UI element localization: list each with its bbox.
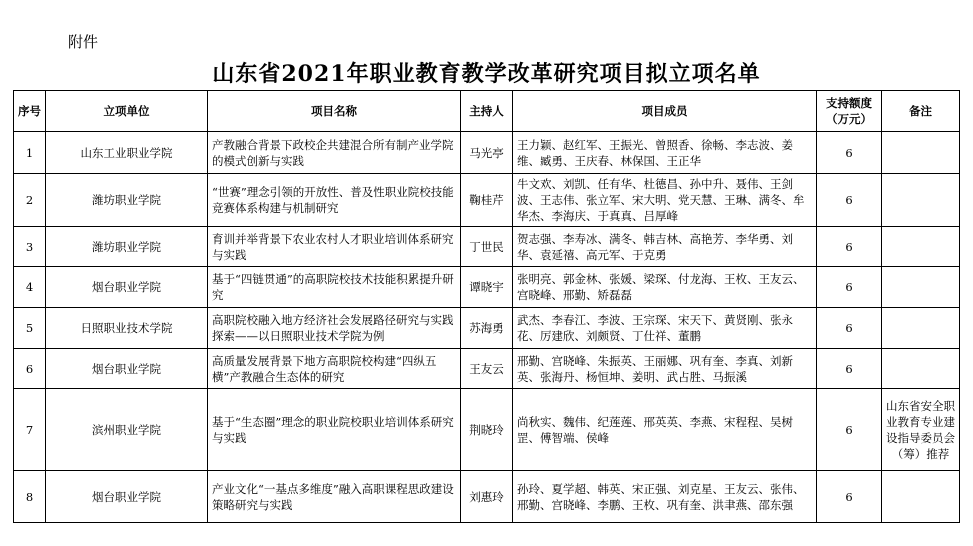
- table-row: [14, 174, 960, 227]
- cell-members: 孙玲、夏学超、韩英、宋正强、刘克星、王友云、张伟、邢勤、宫晓峰、李鹏、王枚、巩有奎、洪聿燕、邵东强: [513, 471, 817, 523]
- cell-unit: 潍坊职业学院: [46, 174, 208, 227]
- cell-unit: 滨州职业学院: [46, 389, 208, 471]
- cell-remark: [882, 174, 960, 227]
- cell-no: 7: [14, 389, 46, 471]
- cell-host: 谭晓宇: [461, 267, 513, 308]
- cell-amount: 6: [817, 471, 882, 523]
- cell-project: “世赛”理念引领的开放性、普及性职业院校技能竞赛体系构建与机制研究: [208, 174, 461, 227]
- cell-project: 产教融合背景下政校企共建混合所有制产业学院的模式创新与实践: [208, 132, 461, 174]
- cell-host: 苏海勇: [461, 308, 513, 349]
- cell-host: 丁世民: [461, 227, 513, 267]
- cell-host: 王友云: [461, 349, 513, 389]
- cell-remark: [882, 132, 960, 174]
- attachment-label: 附件: [68, 33, 99, 51]
- header-no: 序号: [14, 91, 46, 132]
- cell-members: 王力颖、赵红军、王振光、曾照香、徐畅、李志波、姜维、臧勇、王庆春、林保国、王正华: [513, 132, 817, 174]
- cell-project: 高职院校融入地方经济社会发展路径研究与实践探索——以日照职业技术学院为例: [208, 308, 461, 349]
- cell-remark: 山东省安全职业教育专业建设指导委员会（筹）推荐: [882, 389, 960, 471]
- cell-remark: [882, 471, 960, 523]
- table-row: [14, 227, 960, 267]
- table-row: [14, 267, 960, 308]
- cell-unit: 烟台职业学院: [46, 267, 208, 308]
- cell-amount: 6: [817, 267, 882, 308]
- header-members: 项目成员: [513, 91, 817, 132]
- cell-amount: 6: [817, 308, 882, 349]
- cell-project: 产业文化“一基点多维度”融入高职课程思政建设策略研究与实践: [208, 471, 461, 523]
- header-project: 项目名称: [208, 91, 461, 132]
- cell-unit: 潍坊职业学院: [46, 227, 208, 267]
- cell-unit: 烟台职业学院: [46, 349, 208, 389]
- cell-unit: 日照职业技术学院: [46, 308, 208, 349]
- cell-members: 贺志强、李寿冰、满冬、韩吉林、高艳芳、李华勇、刘华、袁延禧、高元军、于克勇: [513, 227, 817, 267]
- cell-remark: [882, 308, 960, 349]
- cell-no: 1: [14, 132, 46, 174]
- cell-no: 8: [14, 471, 46, 523]
- header-host: 主持人: [461, 91, 513, 132]
- cell-no: 6: [14, 349, 46, 389]
- header-remark: 备注: [882, 91, 960, 132]
- cell-amount: 6: [817, 174, 882, 227]
- cell-project: 基于“四链贯通”的高职院校技术技能积累提升研究: [208, 267, 461, 308]
- cell-host: 鞠桂芹: [461, 174, 513, 227]
- cell-project: 基于“生态圈”理念的职业院校职业培训体系研究与实践: [208, 389, 461, 471]
- cell-no: 5: [14, 308, 46, 349]
- cell-remark: [882, 267, 960, 308]
- table-header-row: [14, 91, 960, 132]
- cell-unit: 山东工业职业学院: [46, 132, 208, 174]
- page-title: 山东省2021年职业教育教学改革研究项目拟立项名单: [212, 61, 761, 87]
- project-table: [13, 90, 960, 523]
- cell-members: 邢勤、宫晓峰、朱振英、王丽娜、巩有奎、李真、刘新英、张海丹、杨恒坤、姜明、武占胜、马振溪: [513, 349, 817, 389]
- table-row: [14, 471, 960, 523]
- table-row: [14, 132, 960, 174]
- cell-amount: 6: [817, 132, 882, 174]
- cell-amount: 6: [817, 349, 882, 389]
- cell-project: 高质量发展背景下地方高职院校构建“四纵五横”产教融合生态体的研究: [208, 349, 461, 389]
- cell-members: 张明亮、郭金林、张媛、梁琛、付龙海、王枚、王友云、宫晓峰、邢勤、矫磊磊: [513, 267, 817, 308]
- cell-remark: [882, 227, 960, 267]
- cell-members: 牛文欢、刘凯、任有华、杜德昌、孙中升、聂伟、王剑波、王志伟、张立军、宋大明、党天慧、王琳、满冬、牟华杰、李海庆、于真真、吕厚峰: [513, 174, 817, 227]
- cell-no: 2: [14, 174, 46, 227]
- cell-host: 马光亭: [461, 132, 513, 174]
- table-row: [14, 349, 960, 389]
- cell-host: 荆晓玲: [461, 389, 513, 471]
- header-amount: 支持额度（万元）: [817, 91, 882, 132]
- cell-no: 4: [14, 267, 46, 308]
- cell-unit: 烟台职业学院: [46, 471, 208, 523]
- cell-members: 武杰、李春江、李波、王宗琛、宋天下、黄贤刚、张永花、厉建欣、刘颇贤、丁仕祥、董鹏: [513, 308, 817, 349]
- table-row: [14, 308, 960, 349]
- header-unit: 立项单位: [46, 91, 208, 132]
- cell-host: 刘惠玲: [461, 471, 513, 523]
- cell-members: 尚秋实、魏伟、纪莲莲、邢英英、李燕、宋程程、吴树罡、傅智端、侯峰: [513, 389, 817, 471]
- cell-no: 3: [14, 227, 46, 267]
- cell-amount: 6: [817, 389, 882, 471]
- cell-remark: [882, 349, 960, 389]
- cell-amount: 6: [817, 227, 882, 267]
- cell-project: 育训并举背景下农业农村人才职业培训体系研究与实践: [208, 227, 461, 267]
- table-row: [14, 389, 960, 471]
